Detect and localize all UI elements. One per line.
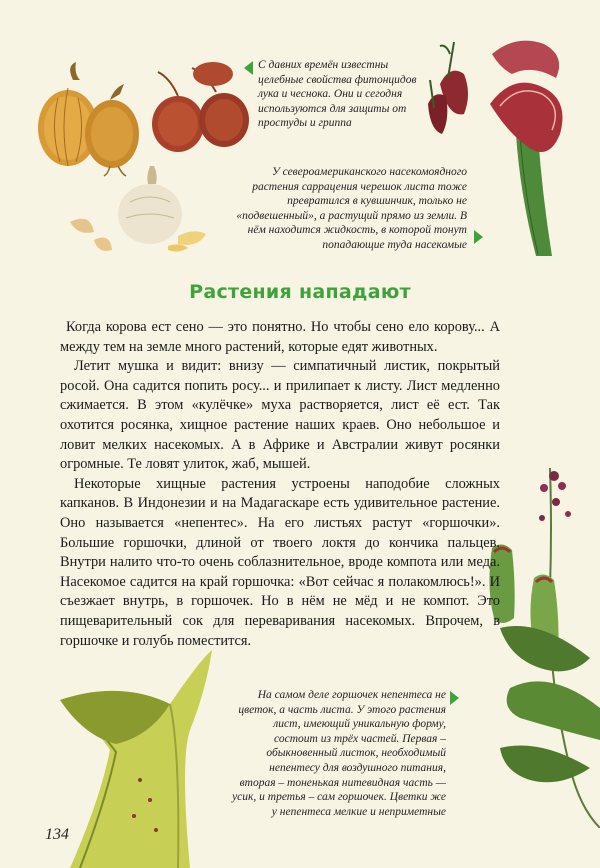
nepenthes-caption: [232, 688, 446, 819]
sarracenia-caption-text: У североамериканского насекомоядного растения саррацения черешок листа тоже превратился в кувшинчик, только не «подвешенный», а растущий прямо из земли. В нём находится жидкость, в которой тонут попадающие туда насекомые: [236, 166, 467, 251]
nepenthes-caption-text: На самом деле горшочек непентеса не цветок, а часть листа. У этого растения лист, имеющий уникальную форму, состоит из трёх частей. Первая – обыкновенный листок, необходимый непентесу для воздушного питания, вторая – тоненькая нитевидная часть — усик, и третья – сам горшочек. Цветки же у непентеса мелкие и неприметные: [232, 689, 446, 818]
section-heading: Растения нападают: [189, 281, 411, 303]
onion-garlic-caption: [258, 58, 428, 131]
caption-arrow-icon: [450, 691, 459, 705]
paragraph: Когда корова ест сено — это понятно. Но чтобы сено ело корову... А между тем на земле много растений, которые едят животных.: [60, 319, 500, 355]
onion-illustration: [28, 58, 253, 178]
caption-arrow-icon: [244, 61, 253, 75]
garlic-illustration: [60, 162, 220, 262]
onion-garlic-caption-text: С давних времён известны целебные свойства фитонцидов лука и чеснока. Они и сегодня используются для защиты от простуды и гриппа: [258, 59, 417, 130]
page-number: 134: [45, 826, 69, 843]
body-text: [60, 318, 500, 651]
caption-arrow-icon: [474, 230, 483, 244]
paragraph: Летит мушка и видит: внизу — симпатичный листик, покрытый росой. Она садится попить росу... и прилипает к листу. Лист медленно сжимается. В этом «кулёчке» муха растворяется, лист её ест. Так охотится росянка, хищное растение наших краев. Оно небольшое и ловит мелких насекомых. А в Африке и Австралии живут росянки огромные. Те ловят улиток, жаб, мышей.: [60, 358, 500, 473]
paragraph: Некоторые хищные растения устроены наподобие сложных капканов. В Индонезии и на Мадагаскаре есть удивительное растение. Оно называется «непентес». На его листьях растут «горшочки». Большие горшочки, длиной от твоего локтя до кончика пальцев. Внутри налито что-то очень соблазнительное, вроде компота или меда. Насекомое садится на край горшочка: «Вот сейчас я полакомлюсь!». И съезжает внутрь, в горшочек. Но в нём не мёд и не компот. Это пищеварительный сок для переваривания насекомых. Впрочем, в горшочке и голубь поместится.: [60, 475, 500, 649]
sarracenia-caption: [235, 165, 467, 253]
